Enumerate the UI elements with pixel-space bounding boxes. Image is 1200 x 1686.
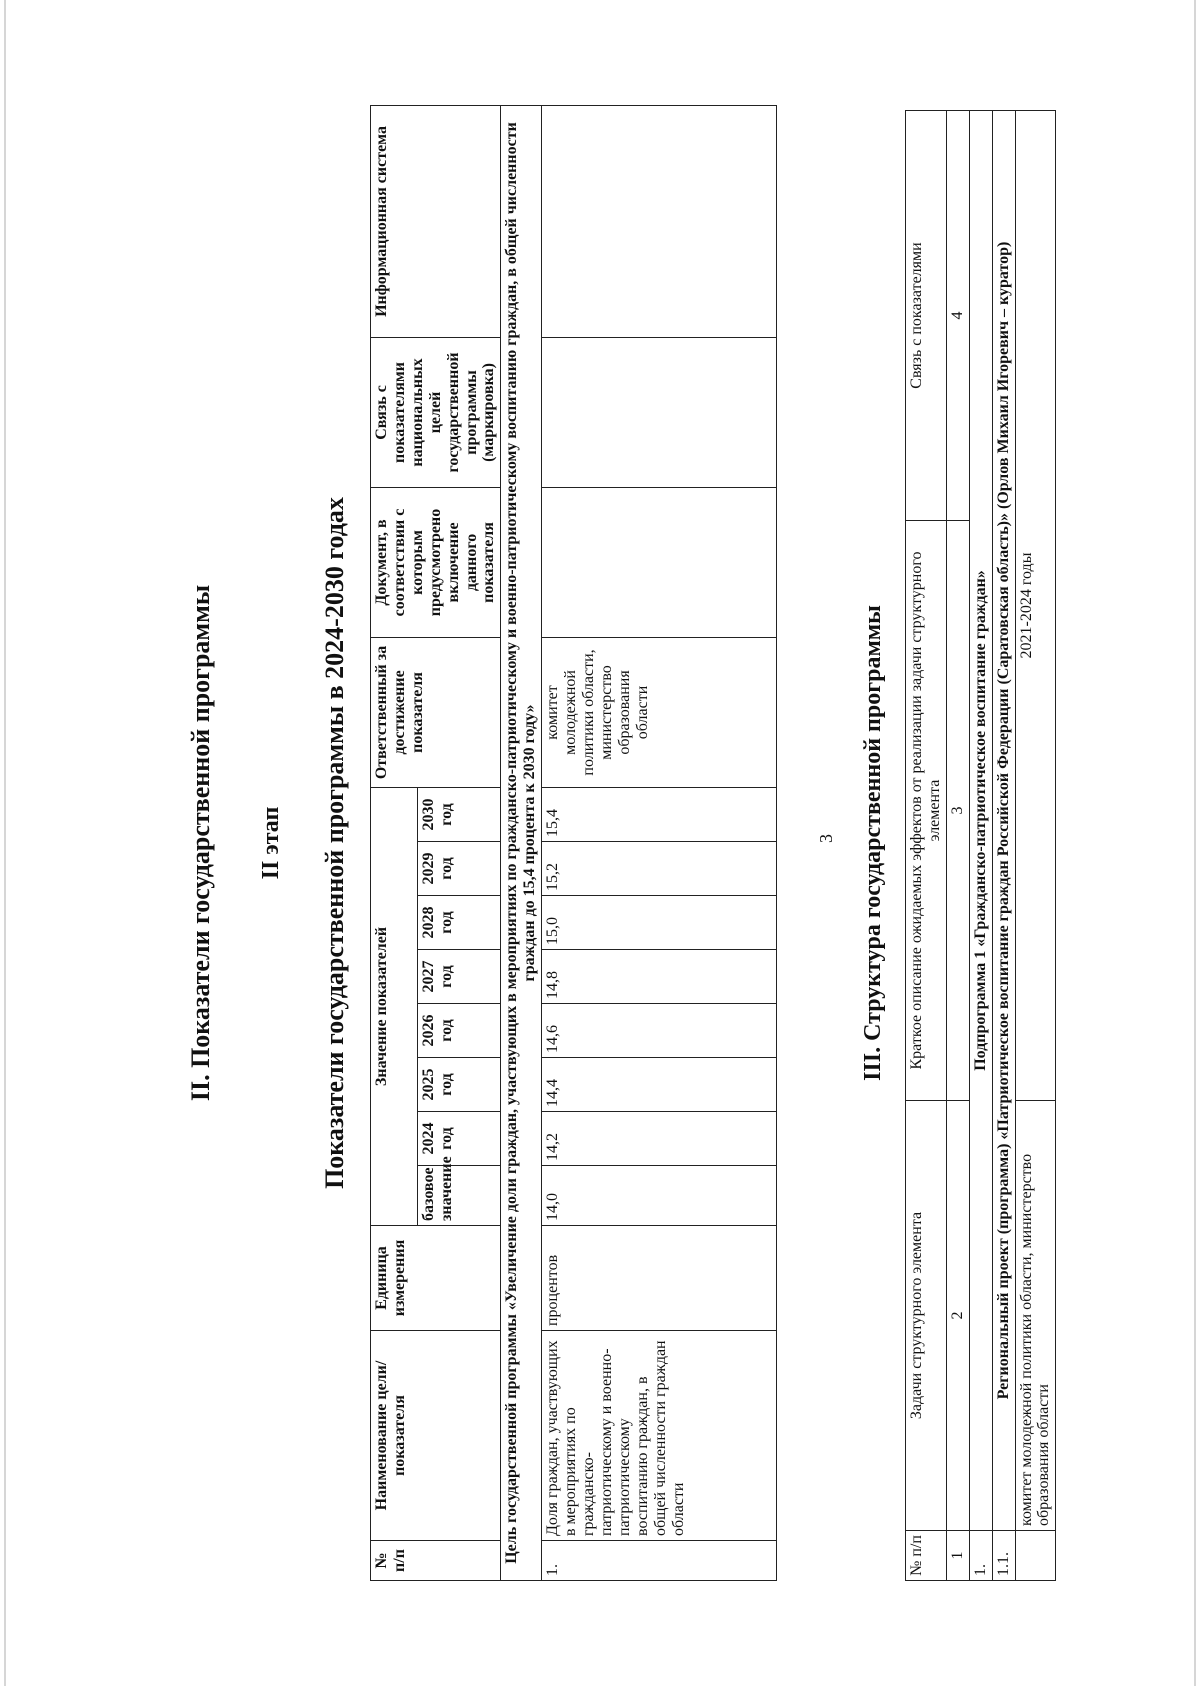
col-values-group-header: Значение показателей [371,787,418,1225]
row-num: 1. [542,1541,777,1581]
responsible-row [1015,111,1056,1581]
row-2024-value: 14,2 [542,1112,777,1166]
col-unit-header: Единица измерения [371,1226,501,1331]
col-link-header: Связь с показателями национальных целей государственной программы (маркировка) [371,337,501,487]
goal-row [501,105,542,1580]
structure-table [905,110,1056,1581]
col-2030-header: 2030 год [417,787,501,841]
col-2029-header: 2029 год [417,842,501,896]
row-2026-value: 14,6 [542,1004,777,1058]
structure-title: III. Структура государственной программы [860,605,886,1081]
row-2028-value: 15,0 [542,896,777,950]
row-link [542,337,777,487]
col-2025-header: 2025 год [417,1058,501,1112]
col-document-header: Документ, в соответствии с которым предусмотрено включение данного показателя [371,487,501,637]
col-2027-header: 2027 год [417,950,501,1004]
subprogram-title: Подпрограмма 1 «Гражданско-патриотическое воспитание граждан» [969,111,992,1531]
col-number: 1 [946,1531,969,1581]
col-num-header: № п/п [371,1541,501,1581]
col-2028-header: 2028 год [417,896,501,950]
section-title: II. Показатели государственной программы [186,584,215,1102]
col-base-header: базовое значение [417,1166,501,1226]
row-2029-value: 15,2 [542,842,777,896]
row-2025-value: 14,4 [542,1058,777,1112]
project-row [992,111,1015,1581]
col-name-header: Наименование цели/показателя [371,1331,501,1541]
col-responsible-header: Ответственный за достижение показателя [371,637,501,787]
stage-title: II этап [258,806,284,880]
col-info-system-header: Информационная система [371,105,501,337]
col-2024-header: 2024 год [417,1112,501,1166]
subprogram-row [969,111,992,1581]
period-text: 2021-2024 годы [1015,111,1056,1101]
row-2030-value: 15,4 [542,787,777,841]
project-num: 1.1. [992,1531,1015,1581]
structure-col-num-header: № п/п [906,1531,947,1581]
row-unit: процентов [542,1226,777,1331]
responsible-row-spacer [1015,1531,1056,1581]
subprogram-num: 1. [969,1531,992,1581]
row-info-system [542,105,777,337]
indicators-table-title: Показатели государственной программы в 2024-2030 годах [320,497,349,1189]
structure-col-link-header: Связь с показателями [906,111,947,521]
table-row [542,105,777,1580]
row-name: Доля граждан, участвующих в мероприятиях по гражданско-патриотическому и военно-патриотическому воспитанию граждан, в общей численности граждан области [542,1331,777,1541]
row-responsible: комитет молодежной политики области, министерство образования области [542,637,777,787]
indicators-table [370,105,777,1581]
structure-col-numbers-row [946,111,969,1581]
project-title: Региональный проект (программа) «Патриотическое воспитание граждан Российской Федерации (Саратовская область)» (Орлов Михаил Игоревич – куратор) [992,111,1015,1531]
structure-col-effects-header: Краткое описание ожидаемых эффектов от реализации задачи структурного элемента [906,521,947,1101]
structure-header-row [906,111,947,1581]
header-row-1 [371,105,418,1580]
structure-col-tasks-header: Задачи структурного элемента [906,1101,947,1531]
col-number: 2 [946,1101,969,1531]
col-2026-header: 2026 год [417,1004,501,1058]
row-2027-value: 14,8 [542,950,777,1004]
row-document [542,487,777,637]
col-number: 3 [946,521,969,1101]
responsible-text: комитет молодежной политики области, министерство образования области [1015,1101,1056,1531]
row-base-value: 14,0 [542,1166,777,1226]
page-number: 3 [816,834,836,843]
col-number: 4 [946,111,969,521]
goal-text: Цель государственной программы «Увеличение доли граждан, участвующих в мероприятиях по гражданско-патриотическому и военно-патриотическому воспитанию граждан, в общей численности граждан до 15,4 процента к 2030 году» [501,105,542,1580]
